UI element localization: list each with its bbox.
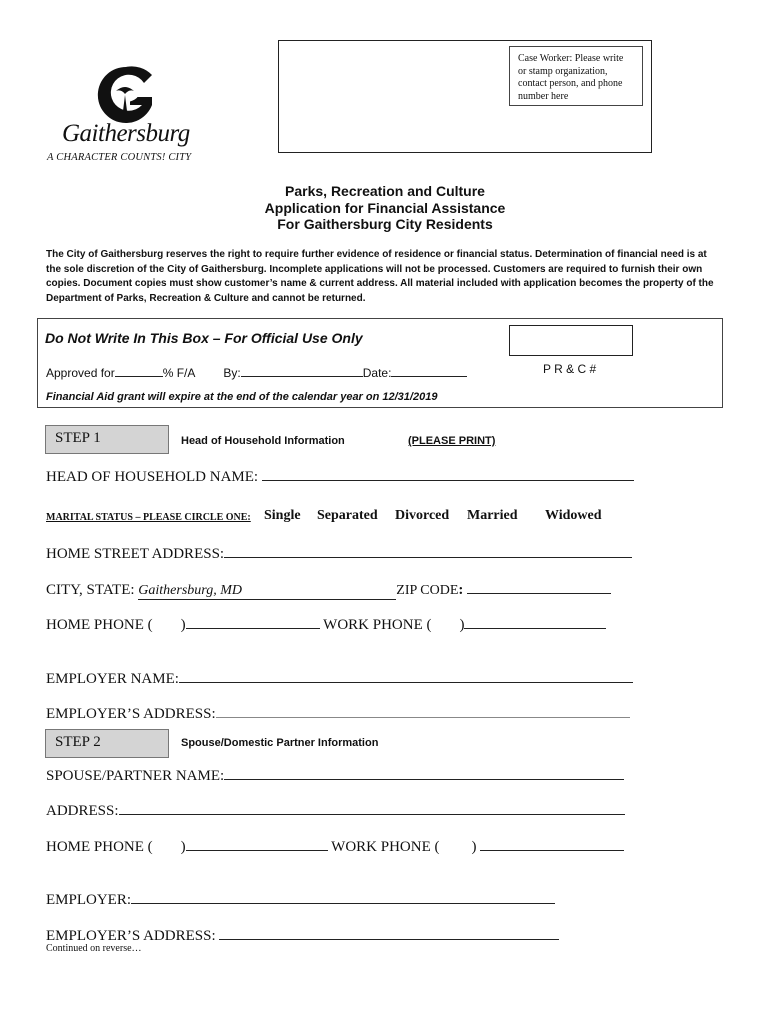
spouse-home-phone-label: HOME PHONE ( bbox=[46, 839, 153, 855]
expire-note: Financial Aid grant will expire at the end of the calendar year on 12/31/2019 bbox=[46, 391, 438, 403]
zip-colon: : bbox=[458, 582, 464, 598]
spouse-address-input[interactable] bbox=[119, 800, 625, 815]
marital-option-widowed[interactable]: Widowed bbox=[545, 508, 602, 523]
continued-on-reverse: Continued on reverse… bbox=[46, 943, 142, 954]
zip-label: ZIP CODE bbox=[396, 583, 459, 598]
city-state-label: CITY, STATE: bbox=[46, 582, 135, 598]
prc-label: P R & C # bbox=[543, 362, 597, 376]
home-street-input[interactable] bbox=[224, 543, 632, 558]
step-1-title: Head of Household Information bbox=[181, 435, 345, 447]
by-label: By: bbox=[223, 366, 241, 380]
step-1-badge: STEP 1 bbox=[45, 425, 169, 454]
home-street-label: HOME STREET ADDRESS: bbox=[46, 546, 225, 562]
marital-status-label: MARITAL STATUS – PLEASE CIRCLE ONE: bbox=[46, 512, 251, 523]
zip-input[interactable] bbox=[467, 579, 611, 594]
spouse-employer-label: EMPLOYER: bbox=[46, 892, 132, 908]
prc-number-box bbox=[509, 325, 633, 356]
form-title bbox=[170, 183, 600, 233]
spouse-work-phone-label: WORK PHONE ( bbox=[331, 839, 440, 855]
spouse-address-label: ADDRESS: bbox=[46, 803, 119, 819]
spouse-employer-input[interactable] bbox=[131, 889, 555, 904]
title-line-3: For Gaithersburg City Residents bbox=[277, 216, 493, 232]
spouse-employer-address-label: EMPLOYER’S ADDRESS: bbox=[46, 928, 216, 944]
city-state-input[interactable] bbox=[138, 583, 396, 600]
work-phone-paren-close: ) bbox=[459, 617, 465, 633]
spouse-home-phone-paren-close: ) bbox=[180, 839, 186, 855]
date-field bbox=[391, 362, 467, 377]
step-2-badge: STEP 2 bbox=[45, 729, 169, 758]
city-state-value: Gaithersburg, MD bbox=[138, 583, 242, 598]
spouse-work-phone-paren-close: ) bbox=[471, 839, 477, 855]
step2-phone-row bbox=[46, 836, 624, 856]
approved-line bbox=[46, 362, 467, 380]
title-line-2: Application for Financial Assistance bbox=[264, 199, 506, 216]
marital-option-married[interactable]: Married bbox=[467, 508, 518, 523]
head-name-label: HEAD OF HOUSEHOLD NAME: bbox=[46, 469, 259, 485]
employer-name-row bbox=[46, 668, 633, 688]
spouse-home-phone-input[interactable] bbox=[186, 836, 328, 851]
home-phone-paren-close: ) bbox=[180, 617, 186, 633]
approved-percent-field bbox=[115, 362, 163, 377]
date-label: Date: bbox=[362, 366, 392, 380]
fa-label: % F/A bbox=[162, 366, 196, 380]
step1-phone-row bbox=[46, 614, 606, 634]
head-name-input[interactable] bbox=[262, 466, 634, 481]
home-phone-input[interactable] bbox=[186, 614, 320, 629]
intro-paragraph: The City of Gaithersburg reserves the right to require further evidence of residence or financial status. Determination of financial need is at the sole discretion of the City of Gaithersburg. Incomplete applications will not be processed. Customers are required to furnish their own copies. Document copies must show customer’s name & current address. All material included with application becomes the property of the Department of Parks, Recreation & Culture and cannot be returned. bbox=[46, 249, 714, 304]
spouse-name-label: SPOUSE/PARTNER NAME: bbox=[46, 768, 225, 784]
spouse-name-row bbox=[46, 765, 624, 785]
employer-name-label: EMPLOYER NAME: bbox=[46, 671, 179, 687]
marital-option-single[interactable]: Single bbox=[264, 508, 301, 523]
official-use-heading: Do Not Write In This Box – For Official Use Only bbox=[45, 330, 363, 346]
marital-option-divorced[interactable]: Divorced bbox=[395, 508, 450, 523]
case-worker-note: Case Worker: Please write or stamp organization, contact person, and phone number here bbox=[509, 46, 643, 106]
please-print-note: (PLEASE PRINT) bbox=[408, 435, 496, 447]
employer-address-row bbox=[46, 703, 630, 723]
city-state-row bbox=[46, 579, 611, 600]
work-phone-input[interactable] bbox=[464, 614, 606, 629]
employer-address-input[interactable] bbox=[216, 703, 630, 718]
spouse-name-input[interactable] bbox=[224, 765, 624, 780]
gaithersburg-g-tree-logo-icon bbox=[96, 65, 156, 127]
spouse-employer-address-row bbox=[46, 925, 559, 945]
city-tagline: A CHARACTER COUNTS! CITY bbox=[47, 152, 192, 163]
city-name-logo-text: Gaithersburg bbox=[62, 120, 190, 147]
head-of-household-row bbox=[46, 466, 634, 486]
employer-name-input[interactable] bbox=[179, 668, 633, 683]
title-line-1: Parks, Recreation and Culture bbox=[285, 183, 485, 199]
work-phone-label: WORK PHONE ( bbox=[323, 617, 432, 633]
step-2-title: Spouse/Domestic Partner Information bbox=[181, 737, 379, 749]
spouse-employer-row bbox=[46, 889, 555, 909]
home-street-row bbox=[46, 543, 632, 563]
employer-address-label: EMPLOYER’S ADDRESS: bbox=[46, 706, 216, 722]
home-phone-label: HOME PHONE ( bbox=[46, 617, 153, 633]
by-field bbox=[241, 362, 363, 377]
approved-label: Approved for bbox=[46, 366, 115, 380]
spouse-work-phone-input[interactable] bbox=[480, 836, 624, 851]
spouse-address-row bbox=[46, 800, 625, 820]
spouse-employer-address-input[interactable] bbox=[219, 925, 559, 940]
marital-option-separated[interactable]: Separated bbox=[317, 508, 378, 523]
